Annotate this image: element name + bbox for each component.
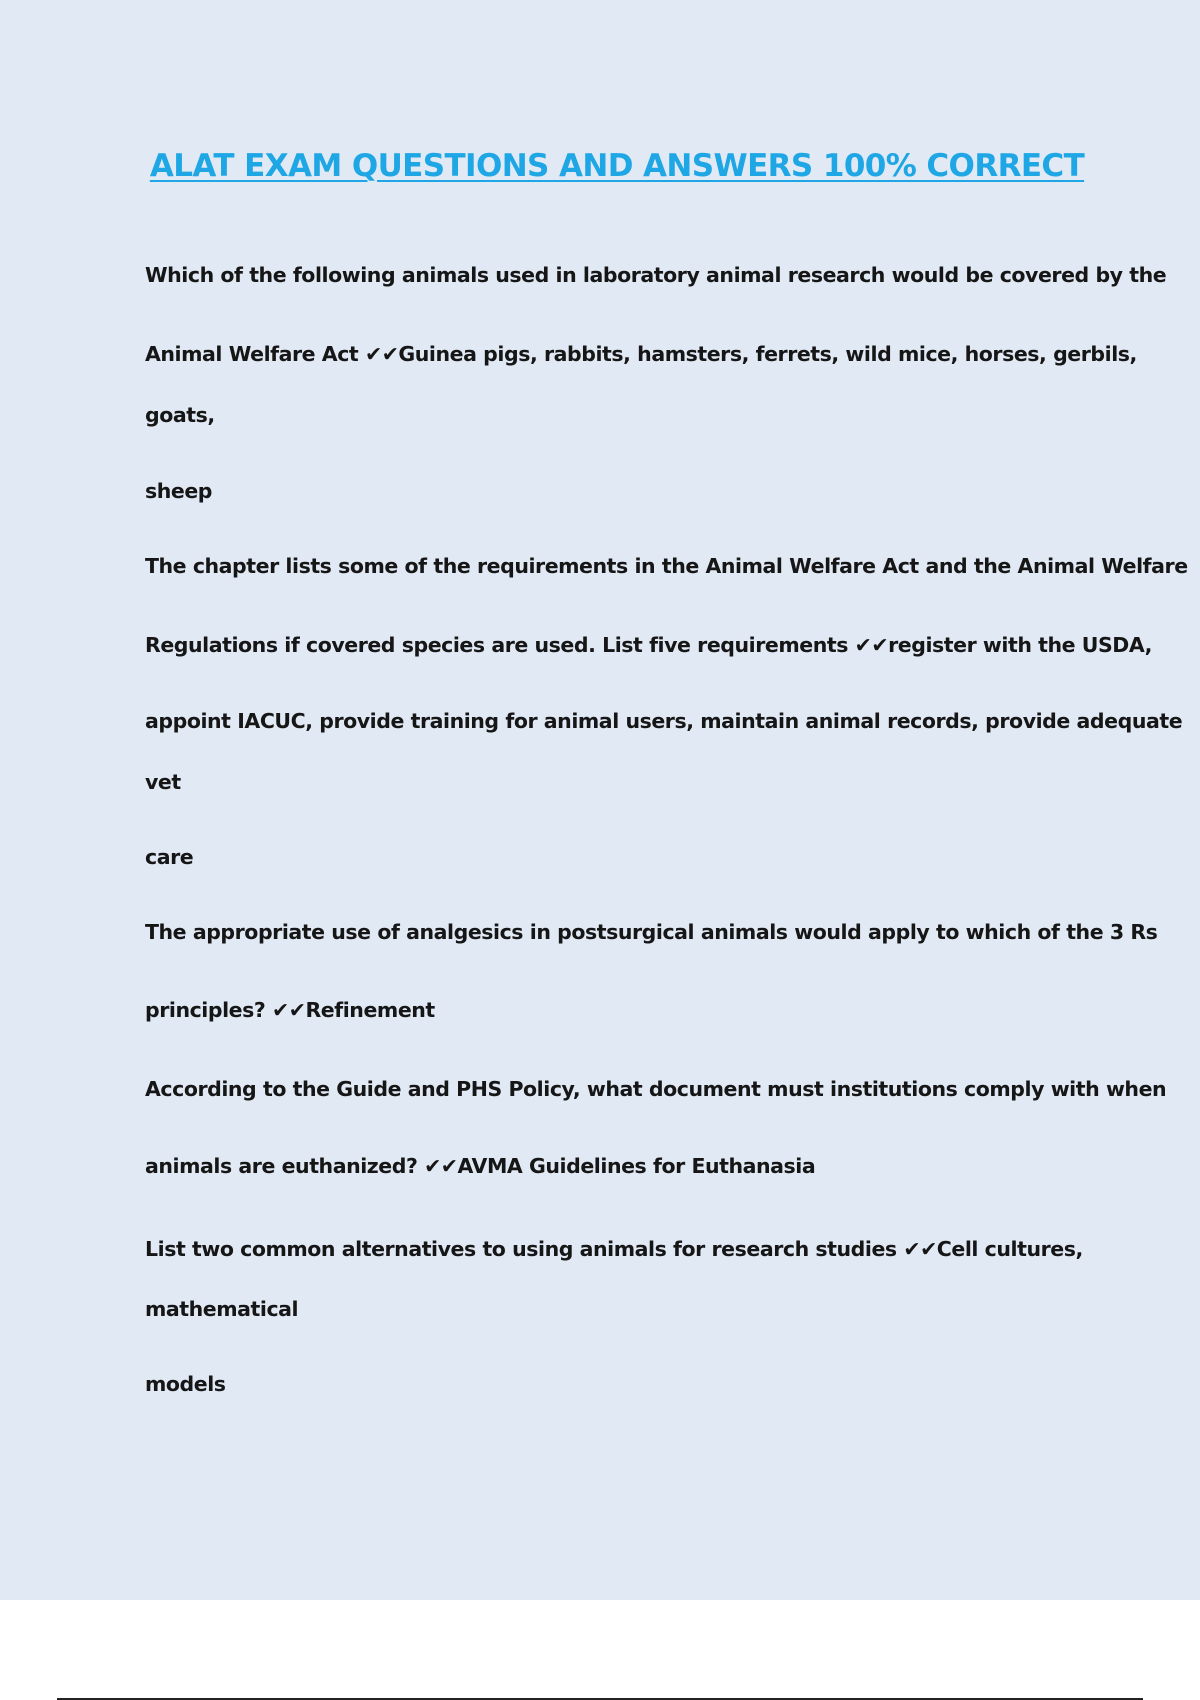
text-line: models [145,1372,226,1396]
text-line: goats, [145,403,215,427]
text-line: List two common alternatives to using animals for research studies ✔✔Cell cultures, [145,1237,1083,1261]
text-line: care [145,845,194,869]
text-line: According to the Guide and PHS Policy, what document must institutions comply with when [145,1077,1167,1101]
text-line: sheep [145,479,213,503]
text-line: Regulations if covered species are used. List five requirements ✔✔register with the USDA, [145,633,1153,657]
text-line: animals are euthanized? ✔✔AVMA Guidelines for Euthanasia [145,1154,816,1178]
text-line: Which of the following animals used in laboratory animal research would be covered by the [145,263,1167,287]
text-line: appoint IACUC, provide training for animal users, maintain animal records, provide adequate [145,709,1183,733]
text-line: Animal Welfare Act ✔✔Guinea pigs, rabbits, hamsters, ferrets, wild mice, horses, gerbils, [145,342,1137,366]
document-title: ALAT EXAM QUESTIONS AND ANSWERS 100% CORRECT [149,148,1085,184]
text-line: mathematical [145,1297,299,1321]
text-line: The chapter lists some of the requirements in the Animal Welfare Act and the Animal Welfare [145,554,1188,578]
text-line: The appropriate use of analgesics in postsurgical animals would apply to which of the 3 Rs [145,920,1158,944]
text-line: principles? ✔✔Refinement [145,998,435,1022]
text-line: vet [145,770,181,794]
